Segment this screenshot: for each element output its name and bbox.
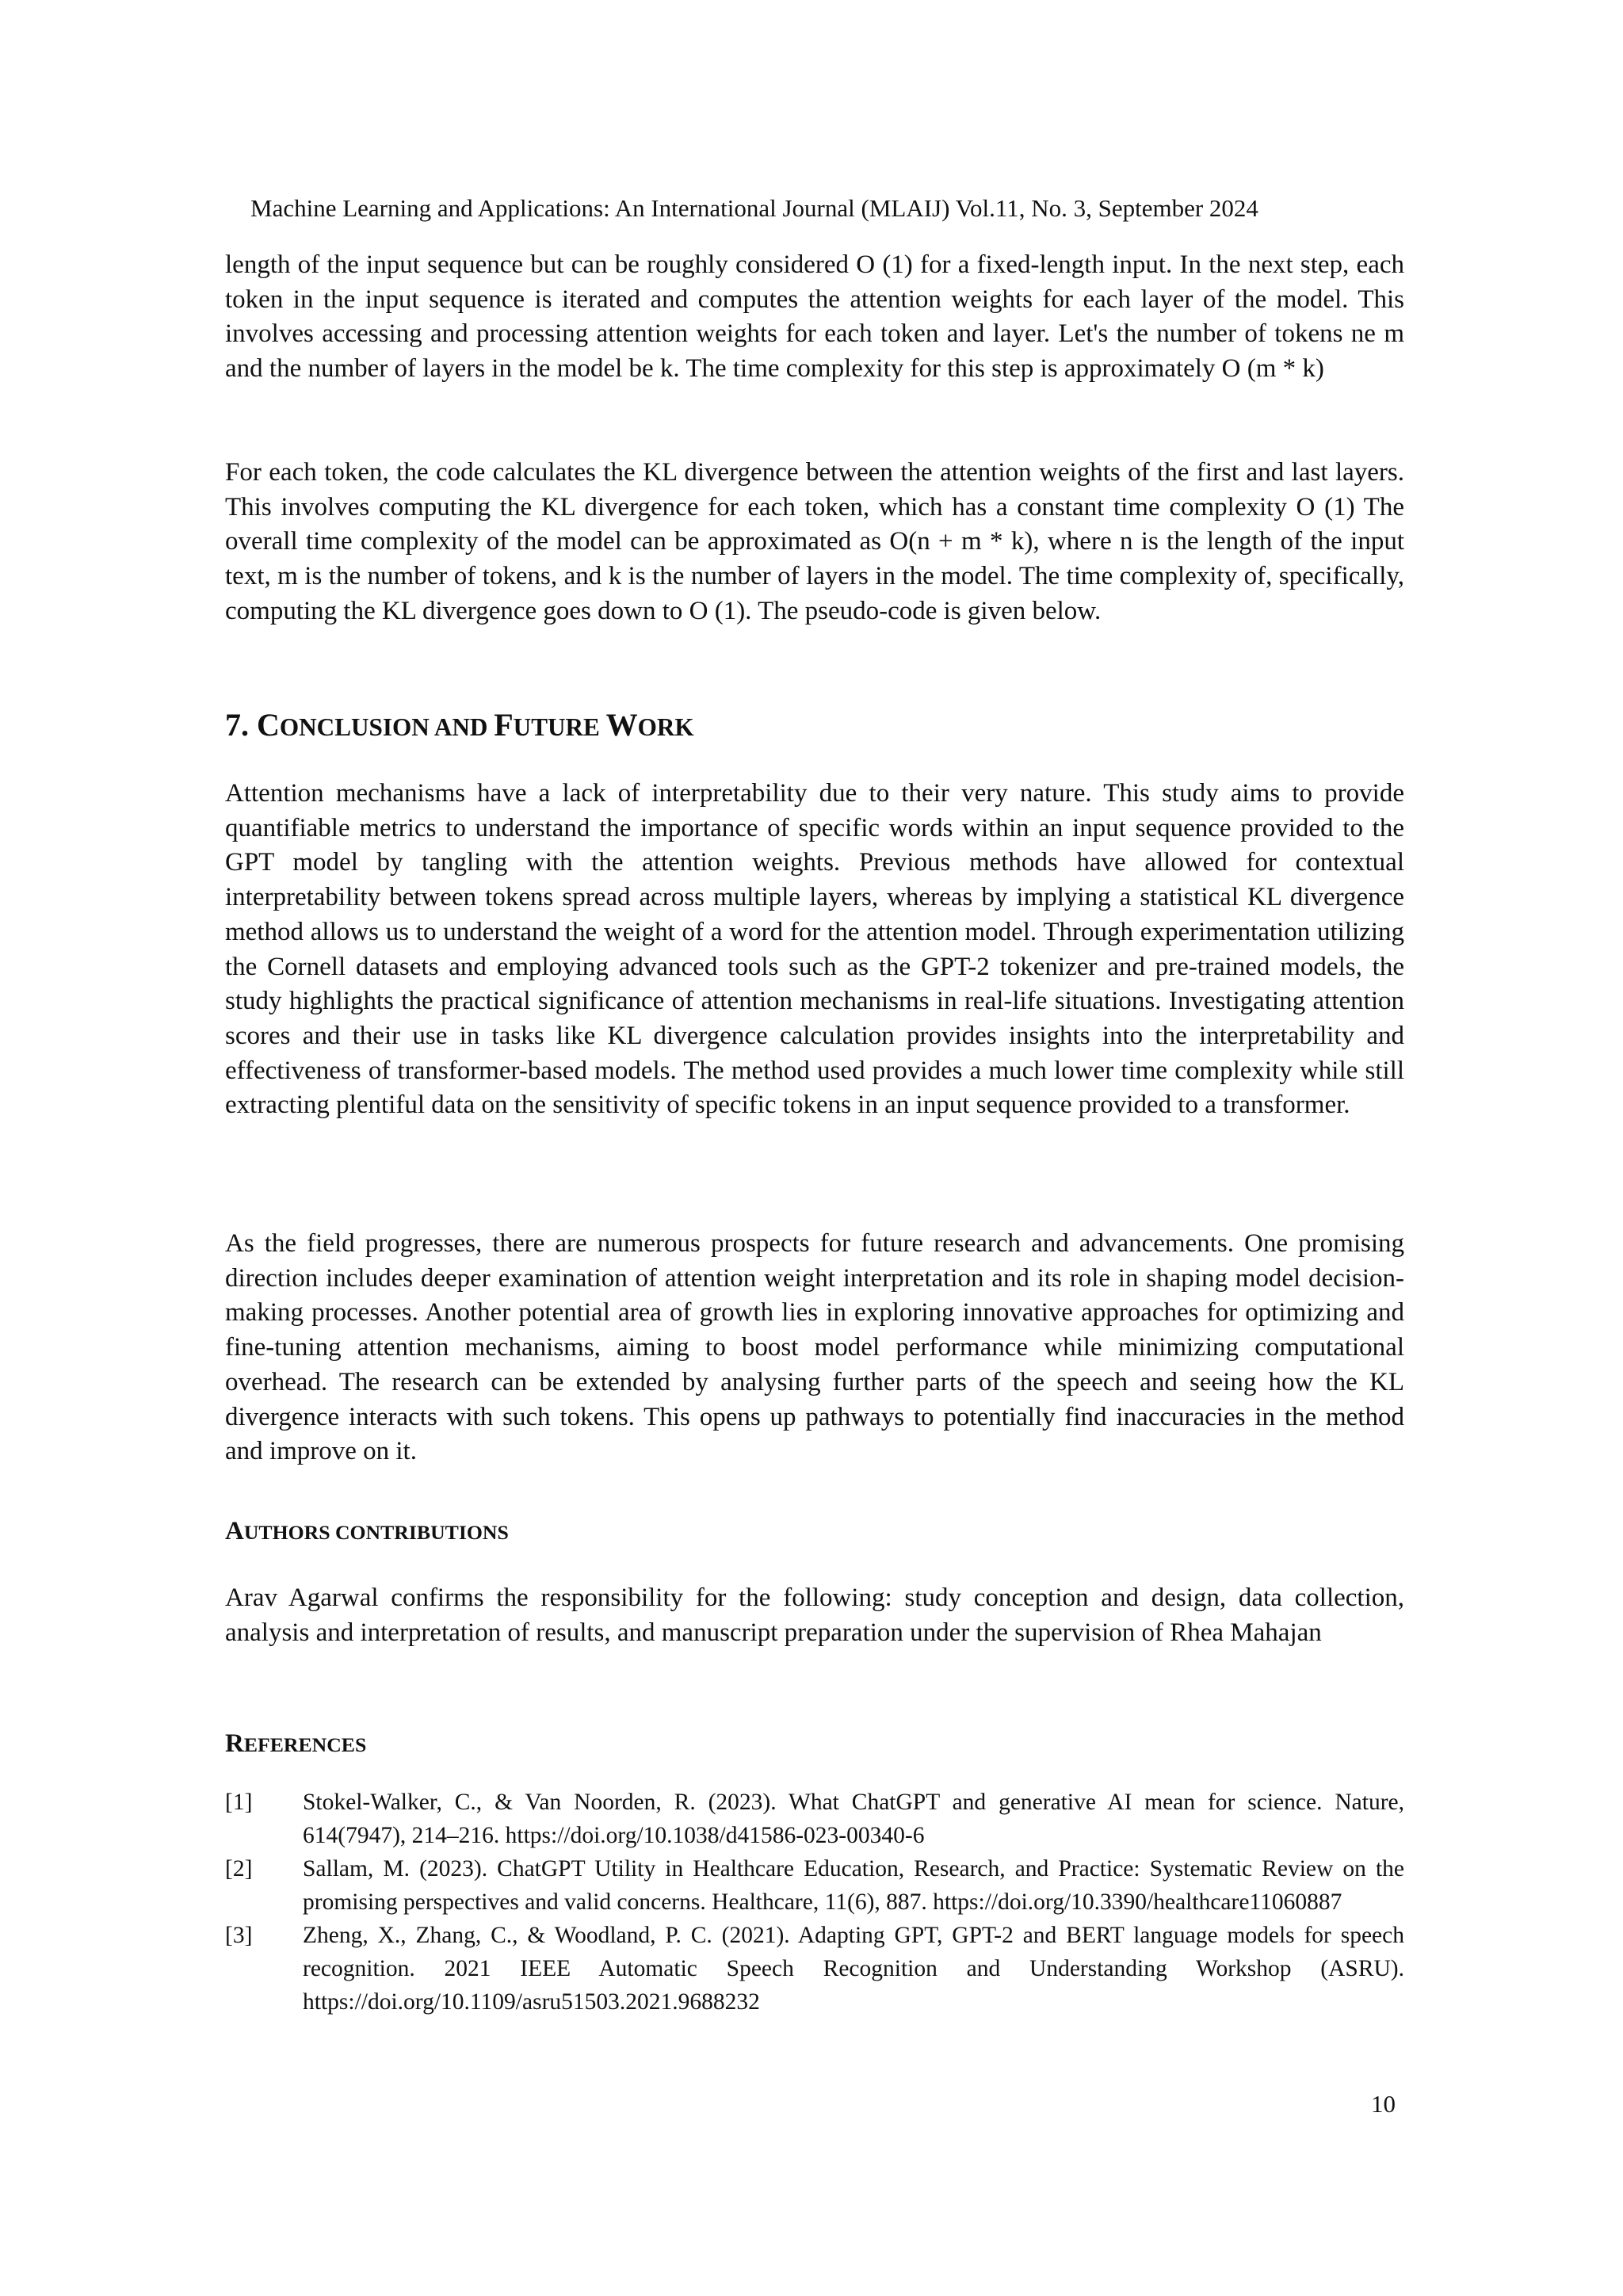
reference-text: Sallam, M. (2023). ChatGPT Utility in Healthcare Education, Research, and Practice: Systematic Review on the promising perspectives and valid concerns. Healthcare, 11(6), 887. https://doi.org/10.3390/healthcare11060887 [303, 1856, 1404, 1915]
journal-header: Machine Learning and Applications: An International Journal (MLAIJ) Vol.11, No. 3, September 2024 [250, 194, 1258, 222]
paragraph-complexity-2: For each token, the code calculates the KL divergence between the attention weights of the first and last layers. This involves computing the KL divergence for each token, which has a constant time complexity O (1) The overall time complexity of the model can be approximated as O(n + m * k), where n is the length of the input text, m is the number of tokens, and k is the number of layers in the model. The time complexity of, specifically, computing the KL divergence goes down to O (1). The pseudo-code is given below. [225, 458, 1404, 625]
reference-text: Stokel-Walker, C., & Van Noorden, R. (2023). What ChatGPT and generative AI mean for science. Nature, 614(7947), 214–216. https://doi.org/10.1038/d41586-023-00340-6 [303, 1790, 1404, 1848]
references-heading: REFERENCES [225, 1729, 367, 1758]
section-number: 7. [225, 707, 249, 743]
reference-number: [3] [225, 1923, 253, 1948]
page-number: 10 [1371, 2090, 1396, 2118]
paragraph-future-work: As the field progresses, there are numerous prospects for future research and advancements. One promising direction includes deeper examination of attention weight interpretation and its role in shaping model decision-making processes. Another potential area of growth lies in exploring innovative approaches for optimizing and fine-tuning attention mechanisms, aiming to boost model performance while minimizing computational overhead. The research can be extended by analysing further parts of the speech and seeing how the KL divergence interacts with such tokens. This opens up pathways to potentially find inaccuracies in the method and improve on it. [225, 1229, 1404, 1466]
paragraph-complexity-1: length of the input sequence but can be roughly considered O (1) for a fixed-length input. In the next step, each token in the input sequence is iterated and computes the attention weights for each layer of the model. This involves accessing and processing attention weights for each token and layer. Let's the number of tokens ne m and the number of layers in the model be k. The time complexity for this step is approximately O (m * k) [225, 250, 1404, 384]
reference-item [225, 1852, 1404, 1919]
reference-number: [1] [225, 1790, 253, 1815]
paragraph-authors-contributions: Arav Agarwal confirms the responsibility for the following: study conception and design, data collection, analysis and interpretation of results, and manuscript preparation under the supervision of Rhea Mahajan [225, 1584, 1404, 1647]
reference-text: Zheng, X., Zhang, C., & Woodland, P. C. (2021). Adapting GPT, GPT-2 and BERT language models for speech recognition. 2021 IEEE Automatic Speech Recognition and Understanding Workshop (ASRU). https://doi.org/10.1109/asru51503.2021.9688232 [303, 1923, 1404, 2015]
authors-contributions-heading: AUTHORS CONTRIBUTIONS [225, 1517, 509, 1545]
paragraph-conclusion: Attention mechanisms have a lack of interpretability due to their very nature. This study aims to provide quantifiable metrics to understand the importance of specific words within an input sequence provided to the GPT model by tangling with the attention weights. Previous methods have allowed for contextual interpretability between tokens spread across multiple layers, whereas by implying a statistical KL divergence method allows us to understand the weight of a word for the attention model. Through experimentation utilizing the Cornell datasets and employing advanced tools such as the GPT-2 tokenizer and pre-trained models, the study highlights the practical significance of attention mechanisms in real-life situations. Investigating attention scores and their use in tasks like KL divergence calculation provides insights into the interpretability and effectiveness of transformer-based models. The method used provides a much lower time complexity while still extracting plentiful data on the sensitivity of specific tokens in an input sequence provided to a transformer. [225, 779, 1404, 1120]
reference-item [225, 1919, 1404, 2019]
reference-list [225, 1786, 1404, 2019]
section-heading-conclusion: 7. CONCLUSION AND FUTURE WORK [225, 707, 694, 743]
reference-item [225, 1786, 1404, 1852]
reference-number: [2] [225, 1856, 253, 1881]
